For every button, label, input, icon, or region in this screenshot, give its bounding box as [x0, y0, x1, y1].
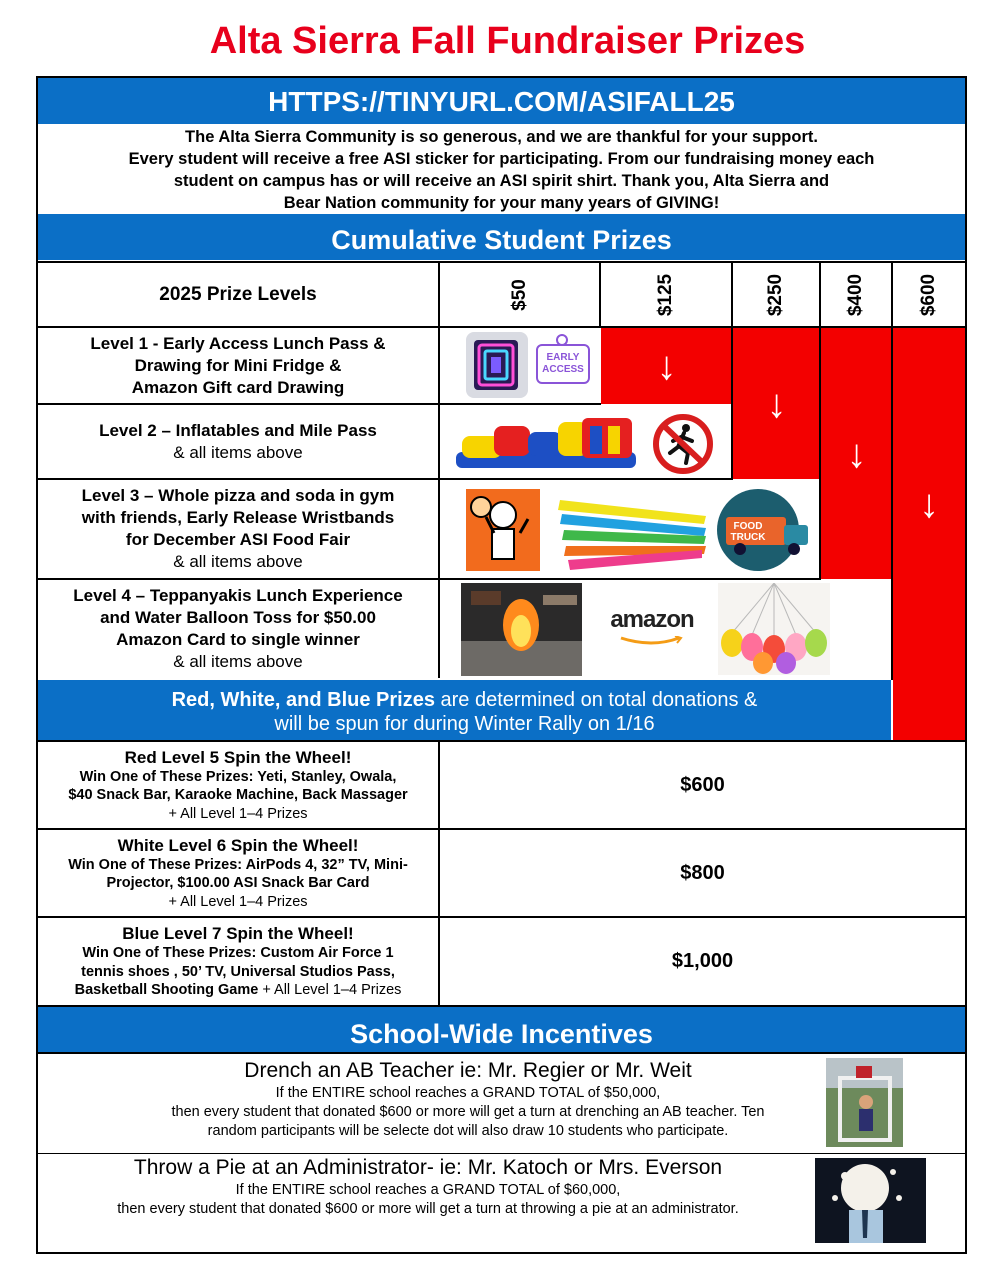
- blue-level7-description: Blue Level 7 Spin the Wheel! Win One of These Prizes: Custom Air Force 1 tennis shoes , 50’ TV, Universal Studios Pass, Basketball Shooting Game + All Level 1–4 Prizes: [74, 924, 402, 999]
- mini-fridge-image: [462, 330, 532, 402]
- down-arrow-icon: ↓: [766, 382, 787, 426]
- intro-text: [38, 125, 965, 213]
- level4-red-fill-600: [893, 328, 965, 740]
- inflatable-obstacle-image: [454, 414, 640, 472]
- drench-tank-photo: [826, 1058, 903, 1147]
- prize-levels-header: 2025 Prize Levels: [159, 283, 317, 305]
- wristbands-image: [556, 490, 706, 572]
- drench-incentive: Drench an AB Teacher ie: Mr. Regier or Mr. Weit If the ENTIRE school reaches a GRAND TOTAL of $50,000, then every student that donated $600 or more will get a turn at drenching an AB teacher. Ten random participants will be selecte dot will also draw 10 students who participate.: [38, 1058, 898, 1141]
- amount-column-600: $600: [918, 273, 939, 316]
- blue-level7-price: $1,000: [671, 950, 734, 972]
- amazon-smile-icon: [617, 633, 687, 643]
- level4-description: Level 4 – Teppanyakis Lunch Experience and Water Balloon Toss for $50.00 Amazon Card to single winner & all items above: [73, 586, 403, 671]
- amount-column-400: $400: [845, 273, 866, 316]
- fundraiser-url-banner[interactable]: HTTPS://TINYURL.COM/ASIFALL25: [38, 78, 965, 124]
- intro-line: Bear Nation community for your many years of GIVING!: [283, 194, 720, 212]
- red-level5-price: $600: [680, 773, 725, 796]
- cumulative-prizes-heading: Cumulative Student Prizes: [38, 214, 965, 260]
- pie-in-face-photo: [815, 1158, 926, 1243]
- teppanyaki-grill-image: [461, 583, 582, 676]
- amazon-logo: amazon: [610, 606, 694, 633]
- white-level6-description: White Level 6 Spin the Wheel! Win One of These Prizes: AirPods 4, 32” TV, Mini- Projector, $100.00 ASI Snack Bar Card + All Level 1–4 Prizes: [68, 835, 408, 910]
- intro-line: Every student will receive a free ASI sticker for participating. From our fundraising money each: [128, 150, 875, 168]
- amount-column-125: $125: [655, 273, 676, 316]
- early-access-badge: EARLY ACCESS: [536, 344, 590, 384]
- level1-description: Level 1 - Early Access Lunch Pass & Drawing for Mini Fridge & Amazon Gift card Drawing: [90, 333, 386, 397]
- intro-line: student on campus has or will receive an ASI spirit shirt. Thank you, Alta Sierra and: [173, 172, 830, 190]
- red-level5-description: Red Level 5 Spin the Wheel! Win One of These Prizes: Yeti, Stanley, Owala, $40 Snack Bar, Karaoke Machine, Back Massager + All Level 1–4 Prizes: [68, 747, 408, 822]
- intro-line: The Alta Sierra Community is so generous, and we are thankful for your support.: [185, 128, 818, 146]
- amount-column-250: $250: [765, 273, 786, 316]
- down-arrow-icon: ↓: [656, 344, 677, 388]
- level2-description: Level 2 – Inflatables and Mile Pass & all items above: [99, 420, 377, 462]
- little-caesars-image: [466, 489, 540, 571]
- rwb-prizes-title: Red, White, and Blue Prizes: [171, 689, 435, 711]
- down-arrow-icon: ↓: [846, 432, 867, 476]
- level3-description: Level 3 – Whole pizza and soda in gym with friends, Early Release Wristbands for December ASI Food Fair & all items above: [81, 486, 395, 571]
- school-wide-heading: School-Wide Incentives: [38, 1007, 965, 1052]
- drench-title: Drench an AB Teacher ie: Mr. Regier or Mr. Weit: [244, 1059, 692, 1082]
- pie-title: Throw a Pie at an Administrator- ie: Mr. Katoch or Mrs. Everson: [133, 1156, 723, 1179]
- food-truck-label: FOOD TRUCK: [730, 521, 766, 543]
- amount-column-50: $50: [508, 278, 530, 311]
- no-running-icon: [648, 413, 718, 475]
- pie-incentive: Throw a Pie at an Administrator- ie: Mr. Katoch or Mrs. Everson If the ENTIRE school reaches a GRAND TOTAL of $60,000, then every student that donated $600 or more will get a turn at throwing a pie at an administrator.: [38, 1155, 818, 1219]
- page-title: Alta Sierra Fall Fundraiser Prizes: [209, 20, 806, 62]
- water-balloons-image: [718, 583, 830, 675]
- clock-icon: [556, 334, 568, 346]
- white-level6-price: $800: [680, 861, 725, 884]
- down-arrow-icon: ↓: [919, 482, 939, 526]
- rwb-prizes-banner: Red, White, and Blue Prizes are determined on total donations & will be spun for during Winter Rally on 1/16: [38, 680, 891, 740]
